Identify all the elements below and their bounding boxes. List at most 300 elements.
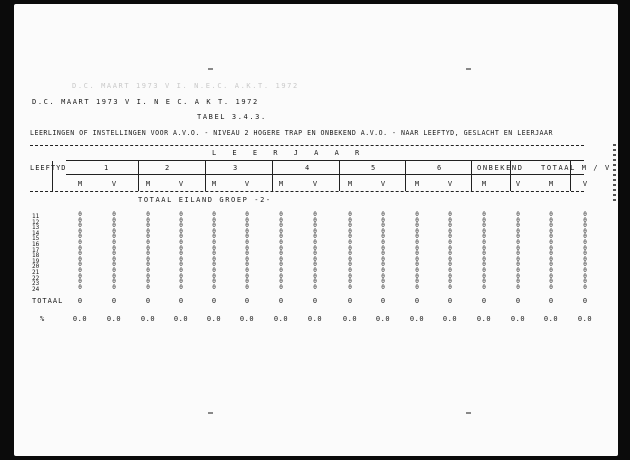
totaal-cell: 0 (548, 297, 554, 305)
sex-header: V (312, 180, 318, 188)
data-cell: 0 (482, 222, 486, 230)
header-rule-top (30, 145, 584, 146)
table-title: LEERLINGEN OF INSTELLINGEN VOOR A.V.O. - NIVEAU 2 HOGERE TRAP EN ONBEKEND A.V.O. - NAAR LEEFTYD, GESLACHT EN LEERJAAR (30, 129, 553, 137)
data-cell: 0 (381, 283, 385, 291)
totaal-cell: 0 (278, 297, 284, 305)
data-cell: 0 (448, 244, 452, 252)
data-cell: 0 (549, 283, 553, 291)
data-cell: 0 (146, 233, 150, 241)
data-cell: 0 (516, 283, 520, 291)
percent-cell: 0.0 (342, 315, 358, 323)
year-header-8: TOTAAL M / V (541, 164, 611, 172)
data-cell: 0 (348, 227, 352, 235)
totaal-cell: 0 (414, 297, 420, 305)
data-cell: 0 (448, 239, 452, 246)
data-cell: 0 (381, 233, 385, 241)
leeftyd-label: LEEFTYD (30, 164, 67, 172)
data-cell: 0 (146, 272, 150, 280)
data-cell: 0 (78, 250, 82, 258)
data-cell: 0 (245, 278, 249, 286)
age-row-label: 16 (32, 241, 40, 248)
data-cell: 0 (415, 261, 419, 269)
year-header-5: 5 (371, 164, 377, 172)
punch-mark-right (466, 68, 471, 70)
percent-cell: 0.0 (409, 315, 425, 323)
data-cell: 0 (482, 227, 486, 235)
data-cell: 0 (583, 250, 587, 258)
data-cell: 0 (549, 244, 553, 252)
data-cell: 0 (78, 272, 82, 280)
data-cell: 0 (179, 278, 183, 286)
data-cell: 0 (212, 283, 216, 291)
data-cell: 0 (146, 227, 150, 235)
data-cell: 0 (583, 255, 587, 263)
data-cell: 0 (212, 267, 216, 274)
data-cell: 0 (583, 239, 587, 246)
data-cell: 0 (516, 233, 520, 241)
data-cell: 0 (448, 216, 452, 224)
year-header-3: 3 (233, 164, 239, 172)
header-separator (339, 161, 340, 191)
data-cell: 0 (549, 211, 553, 218)
data-cell: 0 (583, 233, 587, 241)
sex-header: V (515, 180, 521, 188)
header-separator (52, 161, 53, 191)
data-cell: 0 (516, 211, 520, 218)
data-cell: 0 (448, 261, 452, 269)
age-row-label: 15 (32, 235, 40, 243)
data-cell: 0 (112, 272, 116, 280)
percent-cell: 0.0 (273, 315, 289, 323)
age-row-label: 18 (32, 252, 40, 260)
percent-cell: 0.0 (307, 315, 323, 323)
data-cell: 0 (112, 283, 116, 291)
data-cell: 0 (78, 216, 82, 224)
data-cell: 0 (516, 227, 520, 235)
punch-mark-left (208, 68, 213, 70)
data-cell: 0 (212, 227, 216, 235)
data-cell: 0 (348, 255, 352, 263)
header-separator (510, 161, 511, 191)
data-cell: 0 (179, 255, 183, 263)
document-reference: D.C. MAART 1973 V I. N E C. A K T. 1972 (32, 98, 259, 106)
age-row-label: 14 (32, 229, 40, 237)
data-cell: 0 (78, 244, 82, 252)
data-cell: 0 (448, 255, 452, 263)
data-cell: 0 (212, 239, 216, 246)
data-cell: 0 (179, 233, 183, 241)
data-cell: 0 (279, 244, 283, 252)
data-cell: 0 (212, 233, 216, 241)
data-cell: 0 (112, 267, 116, 274)
data-cell: 0 (146, 239, 150, 246)
data-cell: 0 (245, 250, 249, 258)
data-cell: 0 (146, 255, 150, 263)
data-cell: 0 (212, 255, 216, 263)
header-rule-bottom (30, 191, 584, 192)
percent-cell: 0.0 (72, 315, 88, 323)
data-cell: 0 (348, 272, 352, 280)
data-cell: 0 (348, 216, 352, 224)
data-cell: 0 (112, 261, 116, 269)
data-cell: 0 (516, 278, 520, 286)
data-cell: 0 (381, 216, 385, 224)
data-cell: 0 (313, 255, 317, 263)
data-cell: 0 (348, 244, 352, 252)
data-cell: 0 (583, 227, 587, 235)
data-cell: 0 (112, 255, 116, 263)
data-cell: 0 (112, 233, 116, 241)
data-cell: 0 (279, 255, 283, 263)
data-cell: 0 (313, 250, 317, 258)
data-cell: 0 (516, 216, 520, 224)
header-separator (205, 161, 206, 191)
data-cell: 0 (516, 250, 520, 258)
header-separator (471, 161, 472, 191)
data-cell: 0 (212, 216, 216, 224)
age-row-label: 13 (32, 224, 40, 232)
data-cell: 0 (146, 261, 150, 269)
data-cell: 0 (112, 211, 116, 218)
percent-cell: 0.0 (543, 315, 559, 323)
data-cell: 0 (245, 261, 249, 269)
header-separator (272, 161, 273, 191)
data-cell: 0 (245, 255, 249, 263)
data-cell: 0 (381, 267, 385, 274)
data-cell: 0 (348, 239, 352, 246)
totaal-cell: 0 (380, 297, 386, 305)
data-cell: 0 (415, 222, 419, 230)
sex-header: M (347, 180, 353, 188)
year-header-1: 1 (104, 164, 110, 172)
data-cell: 0 (448, 233, 452, 241)
sex-header: V (447, 180, 453, 188)
data-cell: 0 (179, 211, 183, 218)
data-cell: 0 (381, 244, 385, 252)
totaal-cell: 0 (145, 297, 151, 305)
data-cell: 0 (549, 216, 553, 224)
age-row-label: 20 (32, 263, 40, 271)
data-cell: 0 (212, 244, 216, 252)
data-cell: 0 (78, 261, 82, 269)
sex-header: V (244, 180, 250, 188)
data-cell: 0 (146, 278, 150, 286)
sex-header: M (145, 180, 151, 188)
percent-cell: 0.0 (442, 315, 458, 323)
data-cell: 0 (516, 239, 520, 246)
data-cell: 0 (179, 216, 183, 224)
data-cell: 0 (482, 255, 486, 263)
data-cell: 0 (279, 278, 283, 286)
data-cell: 0 (78, 227, 82, 235)
age-row-label: 21 (32, 269, 40, 276)
data-cell: 0 (245, 211, 249, 218)
header-separator (138, 161, 139, 191)
data-cell: 0 (112, 250, 116, 258)
data-cell: 0 (146, 267, 150, 274)
data-cell: 0 (448, 211, 452, 218)
page-edge-marks (613, 144, 616, 204)
data-cell: 0 (179, 227, 183, 235)
totaal-cell: 0 (582, 297, 588, 305)
data-cell: 0 (549, 272, 553, 280)
data-cell: 0 (482, 239, 486, 246)
data-cell: 0 (583, 211, 587, 218)
data-cell: 0 (482, 250, 486, 258)
data-cell: 0 (279, 233, 283, 241)
data-cell: 0 (415, 233, 419, 241)
year-header-6: 6 (437, 164, 443, 172)
data-cell: 0 (146, 216, 150, 224)
age-row-label: 24 (32, 285, 40, 293)
data-cell: 0 (179, 239, 183, 246)
data-cell: 0 (112, 239, 116, 246)
totaal-cell: 0 (312, 297, 318, 305)
data-cell: 0 (415, 283, 419, 291)
data-cell: 0 (146, 211, 150, 218)
data-cell: 0 (549, 278, 553, 286)
ghost-header: D.C. MAART 1973 V I. N.E.C. A.K.T. 1972 (72, 82, 299, 90)
age-row-label: 12 (32, 218, 40, 226)
punch-mark-bottom-left (208, 412, 213, 414)
percent-cell: 0.0 (239, 315, 255, 323)
year-header-2: 2 (165, 164, 171, 172)
totaal-cell: 0 (178, 297, 184, 305)
data-cell: 0 (348, 278, 352, 286)
age-row-label: 19 (32, 257, 40, 265)
data-cell: 0 (482, 211, 486, 218)
data-cell: 0 (549, 233, 553, 241)
data-cell: 0 (146, 222, 150, 230)
data-cell: 0 (78, 255, 82, 263)
data-cell: 0 (279, 250, 283, 258)
group-title: TOTAAL EILAND GROEP -2- (138, 196, 272, 204)
data-cell: 0 (549, 239, 553, 246)
data-cell: 0 (583, 222, 587, 230)
totaal-cell: 0 (481, 297, 487, 305)
data-cell: 0 (415, 255, 419, 263)
data-cell: 0 (415, 216, 419, 224)
data-cell: 0 (279, 216, 283, 224)
data-cell: 0 (78, 239, 82, 246)
data-cell: 0 (381, 255, 385, 263)
sex-header: V (178, 180, 184, 188)
data-cell: 0 (448, 278, 452, 286)
data-cell: 0 (516, 267, 520, 274)
sex-header: V (380, 180, 386, 188)
sex-header: V (111, 180, 117, 188)
data-cell: 0 (313, 278, 317, 286)
data-cell: 0 (549, 250, 553, 258)
data-cell: 0 (482, 278, 486, 286)
totaal-cell: 0 (111, 297, 117, 305)
data-cell: 0 (583, 278, 587, 286)
sex-header: M (278, 180, 284, 188)
data-cell: 0 (583, 261, 587, 269)
data-cell: 0 (146, 244, 150, 252)
data-cell: 0 (112, 216, 116, 224)
data-cell: 0 (212, 222, 216, 230)
data-cell: 0 (482, 283, 486, 291)
sex-header: M (548, 180, 554, 188)
data-cell: 0 (279, 261, 283, 269)
data-cell: 0 (516, 272, 520, 280)
data-cell: 0 (313, 216, 317, 224)
data-cell: 0 (482, 272, 486, 280)
data-cell: 0 (212, 250, 216, 258)
data-cell: 0 (482, 244, 486, 252)
data-cell: 0 (146, 283, 150, 291)
data-cell: 0 (179, 244, 183, 252)
data-cell: 0 (245, 239, 249, 246)
data-cell: 0 (112, 227, 116, 235)
totaal-cell: 0 (447, 297, 453, 305)
data-cell: 0 (415, 250, 419, 258)
data-cell: 0 (313, 233, 317, 241)
data-cell: 0 (583, 216, 587, 224)
header-separator (570, 161, 571, 191)
data-cell: 0 (348, 222, 352, 230)
data-cell: 0 (415, 227, 419, 235)
data-cell: 0 (78, 211, 82, 218)
data-cell: 0 (549, 255, 553, 263)
leerjaar-label: L E E R J A A R (212, 149, 366, 157)
data-cell: 0 (381, 272, 385, 280)
percent-cell: 0.0 (106, 315, 122, 323)
data-cell: 0 (212, 278, 216, 286)
data-cell: 0 (78, 222, 82, 230)
data-cell: 0 (313, 267, 317, 274)
data-cell: 0 (448, 272, 452, 280)
data-cell: 0 (179, 283, 183, 291)
data-cell: 0 (78, 283, 82, 291)
data-cell: 0 (245, 283, 249, 291)
data-cell: 0 (348, 233, 352, 241)
totaal-cell: 0 (515, 297, 521, 305)
data-cell: 0 (245, 244, 249, 252)
data-cell: 0 (549, 222, 553, 230)
data-cell: 0 (179, 272, 183, 280)
document-page (14, 4, 618, 456)
data-cell: 0 (583, 272, 587, 280)
data-cell: 0 (348, 261, 352, 269)
data-cell: 0 (348, 267, 352, 274)
sex-header: V (582, 180, 588, 188)
data-cell: 0 (516, 255, 520, 263)
data-cell: 0 (482, 267, 486, 274)
percent-cell: 0.0 (510, 315, 526, 323)
data-cell: 0 (415, 239, 419, 246)
header-separator (405, 161, 406, 191)
data-cell: 0 (313, 227, 317, 235)
data-cell: 0 (313, 244, 317, 252)
data-cell: 0 (549, 261, 553, 269)
data-cell: 0 (448, 227, 452, 235)
data-cell: 0 (583, 267, 587, 274)
data-cell: 0 (313, 222, 317, 230)
sex-header: M (481, 180, 487, 188)
totaal-cell: 0 (77, 297, 83, 305)
data-cell: 0 (448, 283, 452, 291)
age-row-label: 23 (32, 280, 40, 288)
data-cell: 0 (245, 272, 249, 280)
data-cell: 0 (146, 250, 150, 258)
data-cell: 0 (415, 272, 419, 280)
data-cell: 0 (381, 211, 385, 218)
data-cell: 0 (381, 261, 385, 269)
punch-mark-bottom-right (466, 412, 471, 414)
data-cell: 0 (245, 216, 249, 224)
data-cell: 0 (245, 222, 249, 230)
data-cell: 0 (448, 222, 452, 230)
data-cell: 0 (112, 222, 116, 230)
data-cell: 0 (415, 211, 419, 218)
data-cell: 0 (415, 267, 419, 274)
data-cell: 0 (179, 267, 183, 274)
data-cell: 0 (381, 227, 385, 235)
age-row-label: 22 (32, 274, 40, 282)
data-cell: 0 (179, 222, 183, 230)
data-cell: 0 (415, 244, 419, 252)
data-cell: 0 (279, 272, 283, 280)
year-header-4: 4 (305, 164, 311, 172)
data-cell: 0 (381, 278, 385, 286)
percent-label: % (40, 315, 46, 323)
data-cell: 0 (279, 227, 283, 235)
data-cell: 0 (212, 261, 216, 269)
age-row-label: 17 (32, 246, 40, 254)
table-number: TABEL 3.4.3. (197, 113, 267, 121)
data-cell: 0 (549, 267, 553, 274)
data-cell: 0 (78, 267, 82, 274)
data-cell: 0 (583, 244, 587, 252)
data-cell: 0 (279, 239, 283, 246)
data-cell: 0 (313, 261, 317, 269)
sex-header: M (211, 180, 217, 188)
data-cell: 0 (245, 233, 249, 241)
data-cell: 0 (245, 227, 249, 235)
percent-cell: 0.0 (476, 315, 492, 323)
data-cell: 0 (313, 211, 317, 218)
data-cell: 0 (381, 239, 385, 246)
data-cell: 0 (482, 216, 486, 224)
data-cell: 0 (279, 222, 283, 230)
data-cell: 0 (516, 261, 520, 269)
data-cell: 0 (516, 222, 520, 230)
data-cell: 0 (415, 278, 419, 286)
data-cell: 0 (112, 244, 116, 252)
data-cell: 0 (212, 211, 216, 218)
percent-cell: 0.0 (375, 315, 391, 323)
data-cell: 0 (179, 250, 183, 258)
totaal-cell: 0 (244, 297, 250, 305)
year-header-7: ONBEKEND (477, 164, 524, 172)
sex-header: M (77, 180, 83, 188)
data-cell: 0 (279, 283, 283, 291)
data-cell: 0 (482, 261, 486, 269)
data-cell: 0 (245, 267, 249, 274)
data-cell: 0 (313, 283, 317, 291)
data-cell: 0 (313, 272, 317, 280)
data-cell: 0 (348, 283, 352, 291)
totaal-cell: 0 (211, 297, 217, 305)
sex-header: M (414, 180, 420, 188)
data-cell: 0 (279, 267, 283, 274)
age-row-label: 11 (32, 213, 40, 220)
year-rule (66, 174, 584, 175)
data-cell: 0 (279, 211, 283, 218)
data-cell: 0 (212, 272, 216, 280)
